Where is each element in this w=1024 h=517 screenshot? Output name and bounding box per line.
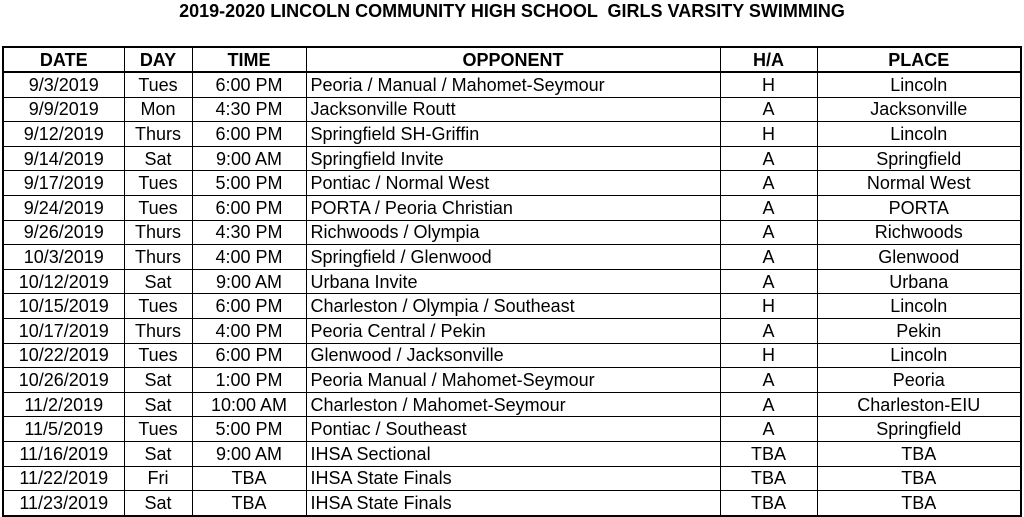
home-away-cell: A [720,220,817,245]
home-away-cell: H [720,122,817,147]
table-row [3,269,1021,294]
table-row [3,491,1021,516]
table-row [3,122,1021,147]
home-away-cell: TBA [720,466,817,491]
date-cell: 9/3/2019 [3,72,124,97]
time-cell: 4:00 PM [192,318,306,343]
time-cell: 9:00 AM [192,269,306,294]
place-cell: Lincoln [817,343,1021,368]
home-away-cell: A [720,97,817,122]
table-row [3,245,1021,270]
opponent-cell: Springfield SH-Griffin [306,122,720,147]
table-row [3,368,1021,393]
home-away-cell: A [720,392,817,417]
day-cell: Tues [124,294,192,319]
home-away-cell: A [720,146,817,171]
place-cell: Jacksonville [817,97,1021,122]
home-away-cell: A [720,245,817,270]
table-row [3,195,1021,220]
place-cell: Lincoln [817,122,1021,147]
table-row [3,318,1021,343]
date-cell: 11/22/2019 [3,466,124,491]
table-row [3,417,1021,442]
home-away-cell: H [720,343,817,368]
column-header-day: DAY [124,47,192,72]
column-header-date: DATE [3,47,124,72]
place-cell: Lincoln [817,294,1021,319]
day-cell: Tues [124,343,192,368]
opponent-cell: PORTA / Peoria Christian [306,195,720,220]
opponent-cell: IHSA State Finals [306,491,720,516]
date-cell: 11/2/2019 [3,392,124,417]
day-cell: Sat [124,441,192,466]
date-cell: 9/17/2019 [3,171,124,196]
day-cell: Tues [124,171,192,196]
time-cell: 4:30 PM [192,220,306,245]
place-cell: PORTA [817,195,1021,220]
table-row [3,343,1021,368]
home-away-cell: A [720,195,817,220]
home-away-cell: TBA [720,441,817,466]
place-cell: Springfield [817,417,1021,442]
date-cell: 9/14/2019 [3,146,124,171]
column-header-place: PLACE [817,47,1021,72]
table-row [3,392,1021,417]
column-header-home-away: H/A [720,47,817,72]
time-cell: TBA [192,491,306,516]
day-cell: Tues [124,195,192,220]
date-cell: 9/12/2019 [3,122,124,147]
place-cell: Peoria [817,368,1021,393]
opponent-cell: Charleston / Mahomet-Seymour [306,392,720,417]
page-title: 2019-2020 LINCOLN COMMUNITY HIGH SCHOOL GIRLS VARSITY SWIMMING [179,1,845,21]
day-cell: Tues [124,417,192,442]
home-away-cell: A [720,318,817,343]
opponent-cell: Pontiac / Southeast [306,417,720,442]
day-cell: Thurs [124,318,192,343]
column-header-opponent: OPPONENT [306,47,720,72]
opponent-cell: Pontiac / Normal West [306,171,720,196]
table-row [3,146,1021,171]
opponent-cell: Peoria Manual / Mahomet-Seymour [306,368,720,393]
home-away-cell: A [720,368,817,393]
day-cell: Sat [124,491,192,516]
day-cell: Sat [124,269,192,294]
home-away-cell: A [720,171,817,196]
date-cell: 9/24/2019 [3,195,124,220]
column-header-time: TIME [192,47,306,72]
opponent-cell: IHSA Sectional [306,441,720,466]
day-cell: Sat [124,146,192,171]
day-cell: Thurs [124,220,192,245]
opponent-cell: Urbana Invite [306,269,720,294]
date-cell: 10/17/2019 [3,318,124,343]
opponent-cell: Richwoods / Olympia [306,220,720,245]
date-cell: 11/16/2019 [3,441,124,466]
place-cell: TBA [817,466,1021,491]
date-cell: 9/26/2019 [3,220,124,245]
place-cell: Normal West [817,171,1021,196]
date-cell: 9/9/2019 [3,97,124,122]
day-cell: Mon [124,97,192,122]
place-cell: Glenwood [817,245,1021,270]
place-cell: Richwoods [817,220,1021,245]
time-cell: TBA [192,466,306,491]
place-cell: Springfield [817,146,1021,171]
table-row [3,220,1021,245]
day-cell: Sat [124,368,192,393]
place-cell: TBA [817,491,1021,516]
time-cell: 1:00 PM [192,368,306,393]
opponent-cell: Peoria Central / Pekin [306,318,720,343]
home-away-cell: H [720,294,817,319]
date-cell: 10/3/2019 [3,245,124,270]
time-cell: 6:00 PM [192,122,306,147]
schedule-body [3,72,1021,516]
place-cell: Lincoln [817,72,1021,97]
day-cell: Sat [124,392,192,417]
time-cell: 4:00 PM [192,245,306,270]
table-row [3,466,1021,491]
date-cell: 10/26/2019 [3,368,124,393]
time-cell: 4:30 PM [192,97,306,122]
day-cell: Tues [124,72,192,97]
time-cell: 9:00 AM [192,146,306,171]
table-row [3,171,1021,196]
place-cell: Urbana [817,269,1021,294]
table-row [3,72,1021,97]
time-cell: 9:00 AM [192,441,306,466]
time-cell: 5:00 PM [192,171,306,196]
time-cell: 6:00 PM [192,72,306,97]
time-cell: 5:00 PM [192,417,306,442]
date-cell: 10/15/2019 [3,294,124,319]
place-cell: TBA [817,441,1021,466]
schedule-table [2,46,1022,517]
opponent-cell: Jacksonville Routt [306,97,720,122]
time-cell: 6:00 PM [192,294,306,319]
opponent-cell: Glenwood / Jacksonville [306,343,720,368]
time-cell: 10:00 AM [192,392,306,417]
place-cell: Pekin [817,318,1021,343]
date-cell: 10/12/2019 [3,269,124,294]
day-cell: Thurs [124,245,192,270]
time-cell: 6:00 PM [192,195,306,220]
day-cell: Fri [124,466,192,491]
table-row [3,294,1021,319]
table-row [3,441,1021,466]
home-away-cell: A [720,417,817,442]
opponent-cell: Peoria / Manual / Mahomet-Seymour [306,72,720,97]
table-row [3,97,1021,122]
header-row [3,47,1021,72]
opponent-cell: Charleston / Olympia / Southeast [306,294,720,319]
opponent-cell: Springfield Invite [306,146,720,171]
home-away-cell: A [720,269,817,294]
time-cell: 6:00 PM [192,343,306,368]
opponent-cell: IHSA State Finals [306,466,720,491]
date-cell: 10/22/2019 [3,343,124,368]
date-cell: 11/5/2019 [3,417,124,442]
home-away-cell: TBA [720,491,817,516]
date-cell: 11/23/2019 [3,491,124,516]
day-cell: Thurs [124,122,192,147]
opponent-cell: Springfield / Glenwood [306,245,720,270]
place-cell: Charleston-EIU [817,392,1021,417]
home-away-cell: H [720,72,817,97]
